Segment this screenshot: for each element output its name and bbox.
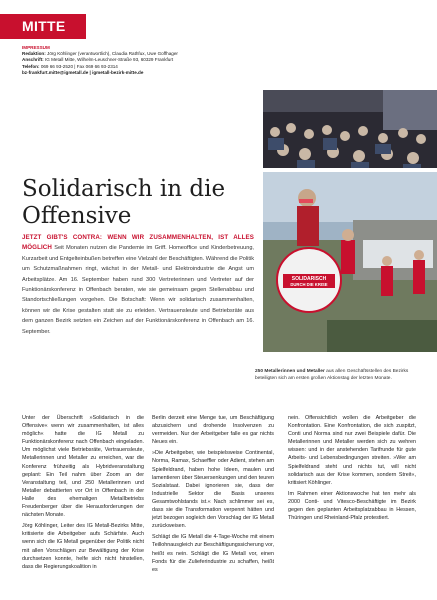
body-column-1 <box>22 414 144 574</box>
lead-text: Seit Monaten nutzen die Pandemie im Griff. Homeoffice und Kinderbetreuung, Kurzarbeit und Entgelteinbußen betreffen eine Vielzahl der Beschäftigten. Während die Politik um Schutzmaßnahmen ringt, wächst in der Metall- und Elektroindustrie die Angst um Arbeitsplätze. Am 16. September haben rund 300 Vertreterinnen und Vertreter auf der Funktionärskonferenz in Offenbach beraten, wie sie gemeinsam gegen Stellenabbau und Standortschließungen vorgehen. Die Botschaft: Wenn wir solidarisch zusammenhalten, können wir die Krise gestalten statt sie zu erleiden. Vertrauensleute und Betriebsräte aus dem ganzen Bezirk setzten ein Zeichen auf der Funktionärskonferenz in Offenbach am 16. September. <box>22 245 254 335</box>
article-title: Solidarisch in die Offensive <box>22 176 226 229</box>
article-lead <box>22 233 254 337</box>
photo-caption <box>255 368 415 382</box>
paragraph: Jörg Köhlinger, Leiter des IG Metall-Bezirks Mitte, kritisierte die Arbeitgeber aufs Schärfste. Auch wenn sich die IG Metall gegenüber der Politik nicht mit allen Vorschlägen zur Bewältigung der Krise durchsetzen konnte, helfe sich nicht hinstellen, dass die Regierungskoalition in <box>22 523 144 570</box>
paragraph: nein. Offensichtlich wollen die Arbeitgeber die Konfrontation. Eine Konfrontation, die sich zuspitzt, Conti und Norma sind nur zwei Beispiele dafür. Die Metallerinnen und Metaller werden sich zu wehren wissen: und in der anstehenden Tarifrunde für gute Arbeits- und Lebensbedingungen streiten. »Wer am Spielfeldrand steht und nichts tut, will nicht solidarisch aus der Krise kommen, sondern Streit«, kritisiert Köhlinger. <box>288 415 416 486</box>
article-photo <box>263 90 437 352</box>
paragraph: Berlin derzeit eine Menge tue, um Beschäftigung abzusichern und drohende Insolvenzen zu vermeiden. Nur der Arbeitgeber falle es gar nichts Neues ein. <box>152 415 274 446</box>
caption-bold: 250 Metallerinnen und Metaller <box>255 369 325 374</box>
impressum-heading: IMPRESSUM <box>22 45 50 50</box>
paragraph: Schlägt die IG Metall die 4-Tage-Woche mit einem Teillohnausgleich zur Beschäftigungssicherung vor, heißt es nein. Schlägt die IG Metall vor, einen Fonds für die Zulieferindustrie zu schaffen, heißt es <box>152 534 274 573</box>
body-column-3 <box>288 414 416 525</box>
section-label: MITTE <box>22 18 66 34</box>
paragraph: Unter der Überschrift »Solidarisch in die Offensive« wenn wir zusammenhalten, ist alles möglich« hatte die IG Metall zu Funktionärskonferenz nach Offenbach eingeladen. Um möglichst viele Betriebsräte, Vertrauensleute, Metallerinnen und Metaller zu erreichen, war die Konferenz frühzeitig als Hybridveranstaltung geplant: Ein Teil nahm über Zoom an der Veranstaltung teil, und 250 Metallerinnen und Metaller debattierten vor Ort in Offenbach in der Halle des ehemaligen Metallbetriebs Freudenberger über die Herausforderungen der nächsten Monate. <box>22 415 144 519</box>
caption-text: aus allen Geschäftsstellen des Bezirks beteiligten sich am ersten großen Aktionstag der letzten Monate. <box>255 369 409 381</box>
article-kicker: JETZT GIBT'S CONTRA: WENN WIR ZUSAMMENHALTEN, IST ALLES MÖGLICH <box>22 234 254 252</box>
impressum <box>22 45 242 76</box>
banner-text-line2: DURCH DIE KRISE <box>290 282 328 287</box>
paragraph: »Die Arbeitgeber, wie beispielsweise Continental, Norma, Ramax, Schaeffler oder Adient, stehen am Spielfeldrand, haben hohe Ideen, maulen und lamentieren über Steuersenkungen und den teuren Sozialstaat. Dabei ignorieren sie, dass der Industrielle Sektor die Basis unseres Gesamtwohlstands ist.« Nach schlimmer sei es, dass sie die Transformation verpennt hätten und jetzt bezogen sogleich den Vorschlag der IG Metall zurückweisen. <box>152 450 274 530</box>
impressum-anschrift: Anschrift: IG Metall Mitte, Wilhelm-Leuschner-Straße 93, 60329 Frankfurt <box>22 57 174 63</box>
paragraph: Im Rahmen einer Aktionswoche hat ten mehr als 2000 Conti- und Vitesco-Beschäftigte im Bezirk gegen den geplanten Arbeitsplatzabbau in Hessen, Thüringen und Rheinland-Pfalz protestiert. <box>288 490 416 522</box>
photo-illustration <box>263 90 437 352</box>
section-header <box>0 14 86 39</box>
banner-text-line1: SOLIDARISCH <box>291 276 327 282</box>
impressum-telefon: Telefon: 069 66 93-2520 | Fax 069 66 93-2314 <box>22 63 118 69</box>
impressum-redaktion: Redaktion: Jörg Köhlinger (verantwortlich), Claudia Rathfux, Uwe Goffhager <box>22 51 178 57</box>
body-column-2 <box>152 414 274 577</box>
impressum-contact: bz-frankfurt.mitte@igmetall.de | igmetall-bezirk-mitte.de <box>22 69 144 75</box>
